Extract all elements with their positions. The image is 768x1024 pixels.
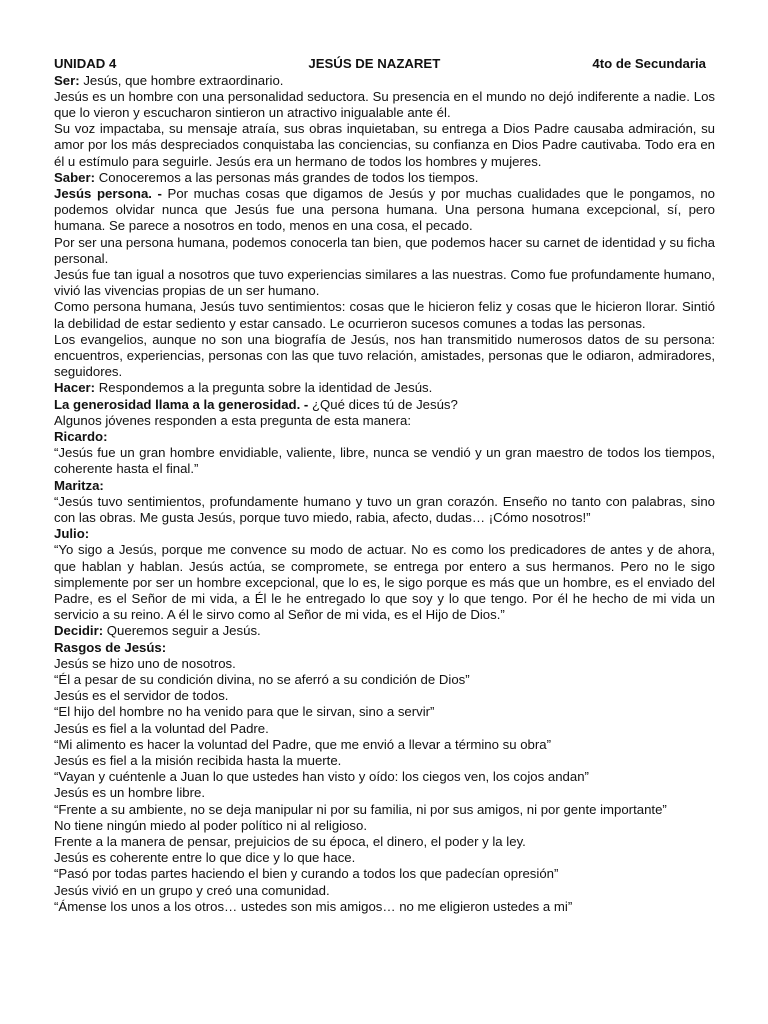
rasgos-line: Jesús es un hombre libre. <box>54 785 205 801</box>
persona-text: Por muchas cosas que digamos de Jesús y por muchas cualidades que le pongamos, no podemos olvidar nunca que Jesús fue una persona humana. Una persona humana excepcional, sí, pero humana. Se parece a nosotros en todo, menos en una cosa, el pecado. <box>54 185 716 234</box>
rasgos-line: No tiene ningún miedo al poder político ni al religioso. <box>54 817 368 833</box>
document-page <box>54 56 715 915</box>
unit-label: UNIDAD 4 <box>54 56 117 71</box>
rasgos-line: “Mi alimento es hacer la voluntad del Padre, que me envió a llevar a término su obra” <box>54 736 551 752</box>
persona-paragraph-1: Por ser una persona humana, podemos conocerla tan bien, que podemos hacer su carnet de identidad y su ficha personal. <box>54 234 715 266</box>
testimony-name-maritza: Maritza: <box>54 477 104 493</box>
ser-heading <box>54 73 715 89</box>
hacer-label: Hacer: <box>54 380 96 396</box>
rasgos-line: “Ámense los unos a los otros… ustedes son mis amigos… no me eligieron ustedes a mi” <box>54 898 573 914</box>
rasgos-line: Jesús es fiel a la misión recibida hasta la muerte. <box>54 753 342 769</box>
saber-heading <box>54 170 715 186</box>
ser-paragraph-1: Jesús es un hombre con una personalidad seductora. Su presencia en el mundo no dejó indiferente a nadie. Los que lo vieron y escucharon sintieron un atractivo inigualable ante él. <box>54 88 715 120</box>
hacer-heading <box>54 380 715 396</box>
testimony-quote-julio: “Yo sigo a Jesús, porque me convence su modo de actuar. No es como los predicadores de antes y de ahora, que hablan y hablan. Jesús actúa, se compromete, se entrega por entero a sus hermanos. Pero no le sigo simplemente por ser un hombre excepcional, que lo es, le sigo porque es más que un hombre, es el enviado del Padre, es el Señor de mi vida, a Él le he entregado lo que soy y lo que tengo. Por él he hecho de mi vida un servicio a su reino. A él le sirvo como al Señor de mi vida, es el Hijo de Dios.” <box>54 542 715 623</box>
persona-paragraph-4: Los evangelios, aunque no son una biografía de Jesús, nos han transmitido numerosos datos de su persona: encuentros, experiencias, personas con las que tuvo relación, amistades, personas que le odiaron, admiradores, seguidores. <box>54 331 715 380</box>
persona-paragraph-2: Jesús fue tan igual a nosotros que tuvo experiencias similares a las nuestras. Como fue profundamente humano, vivió las vivencias propias de un ser humano. <box>54 266 715 299</box>
ser-label: Ser: <box>54 72 80 88</box>
rasgos-line: “Él a pesar de su condición divina, no se aferró a su condición de Dios” <box>54 672 470 688</box>
rasgos-line: “El hijo del hombre no ha venido para que le sirvan, sino a servir” <box>54 704 435 720</box>
document-header <box>54 56 715 73</box>
rasgos-line: “Frente a su ambiente, no se deja manipular ni por su familia, ni por sus amigos, ni por gente importante” <box>54 801 667 817</box>
generosidad-intro: Algunos jóvenes responden a esta pregunta de esta manera: <box>54 412 412 428</box>
rasgos-line: Jesús se hizo uno de nosotros. <box>54 655 236 671</box>
rasgos-line: Jesús es el servidor de todos. <box>54 688 229 704</box>
testimony-name-julio: Julio: <box>54 526 90 542</box>
decidir-text: Queremos seguir a Jesús. <box>103 623 261 639</box>
generosidad-label: La generosidad llama a la generosidad. - <box>54 396 309 412</box>
document-title: JESÚS DE NAZARET <box>308 56 441 71</box>
rasgos-line: Jesús es fiel a la voluntad del Padre. <box>54 720 269 736</box>
rasgos-line: Frente a la manera de pensar, prejuicios de su época, el dinero, el poder y la ley. <box>54 834 526 850</box>
rasgos-line: “Vayan y cuéntenle a Juan lo que ustedes han visto y oído: los ciegos ven, los cojos andan” <box>54 769 589 785</box>
ser-text: Jesús, que hombre extraordinario. <box>79 72 284 88</box>
rasgos-line: Jesús vivió en un grupo y creó una comunidad. <box>54 882 330 898</box>
generosidad-text: ¿Qué dices tú de Jesús? <box>308 396 458 412</box>
saber-label: Saber: <box>54 169 96 185</box>
persona-label: Jesús persona. - <box>54 185 162 201</box>
saber-text: Conoceremos a las personas más grandes de todos los tiempos. <box>95 169 479 185</box>
hacer-text: Respondemos a la pregunta sobre la identidad de Jesús. <box>95 380 433 396</box>
testimony-quote-maritza: “Jesús tuvo sentimientos, profundamente humano y tuvo un gran corazón. Enseño no tanto con palabras, sino con las obras. Me gusta Jesús, porque tuvo miedo, rabia, afecto, dudas… ¡Cómo nosotros!” <box>54 493 715 525</box>
testimony-quote-ricardo: “Jesús fue un gran hombre envidiable, valiente, libre, nunca se vendió y un gran maestro de todos los tiempos, coherente hasta el final.” <box>54 445 715 477</box>
grade-label: 4to de Secundaria <box>592 56 706 71</box>
decidir-heading <box>54 623 715 639</box>
persona-paragraph-3: Como persona humana, Jesús tuvo sentimientos: cosas que le hicieron feliz y cosas que le hicieron llorar. Sintió la debilidad de estar sediento y estar cansado. Le ocurrieron sucesos comunes a todas las personas. <box>54 299 715 331</box>
generosidad-heading <box>54 397 715 413</box>
persona-paragraph <box>54 186 715 235</box>
rasgos-line: “Pasó por todas partes haciendo el bien y curando a todos los que padecían opresión” <box>54 866 559 882</box>
testimony-name-ricardo: Ricardo: <box>54 428 108 444</box>
decidir-label: Decidir: <box>54 623 104 639</box>
rasgos-line: Jesús es coherente entre lo que dice y lo que hace. <box>54 850 356 866</box>
rasgos-title: Rasgos de Jesús: <box>54 639 167 655</box>
ser-paragraph-2: Su voz impactaba, su mensaje atraía, sus obras inquietaban, su entrega a Dios Padre causaba admiración, su amor por los más despreciados conquistaba las conciencias, su confianza en Dios Padre cautivaba. Todo era en él u estímulo para seguirle. Jesús era un hermano de todos los hombres y mujeres. <box>54 121 715 169</box>
